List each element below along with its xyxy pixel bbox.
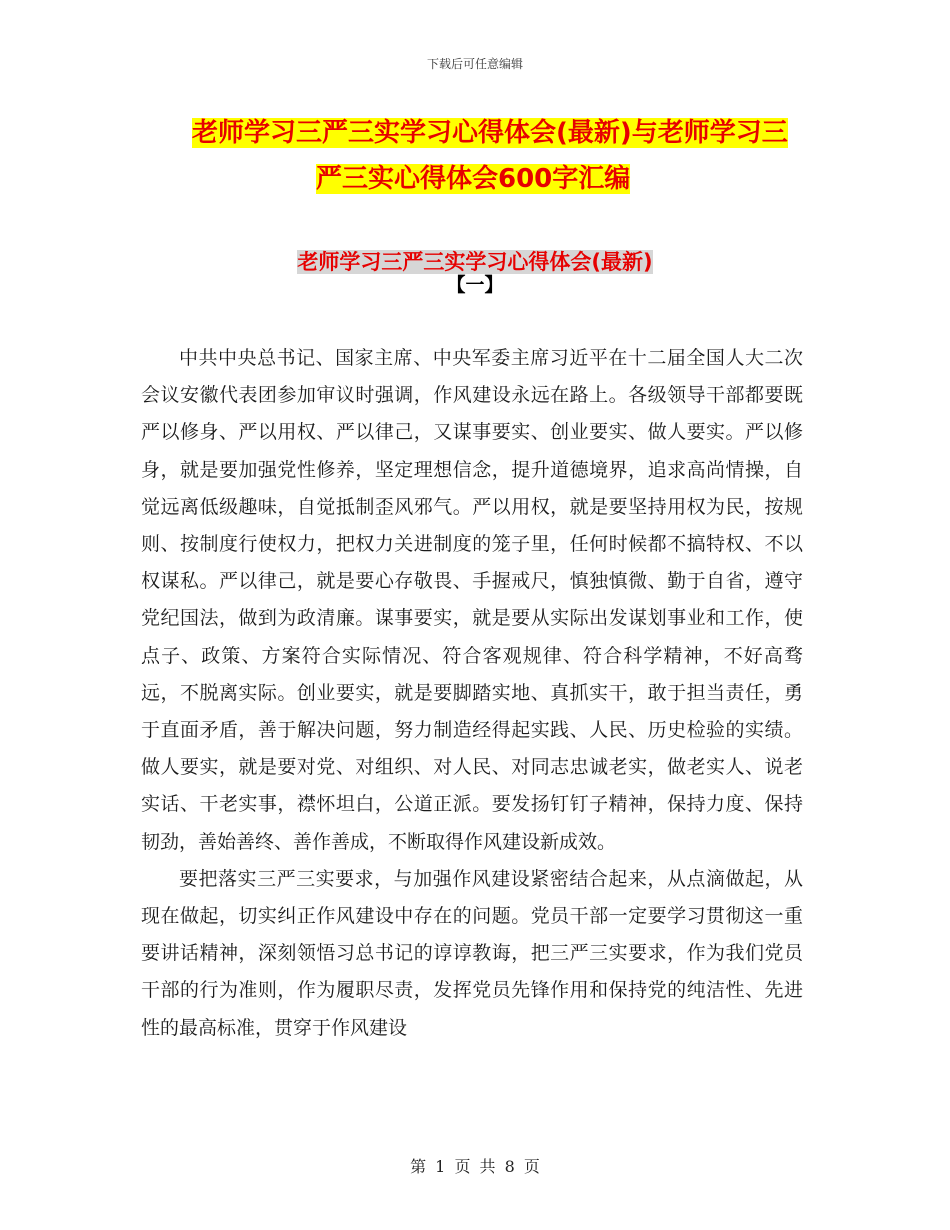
document-title-line-2 <box>140 156 830 202</box>
paragraph: 要把落实三严三实要求，与加强作风建设紧密结合起来，从点滴做起，从现在做起，切实纠正作风建设中存在的问题。党员干部一定要学习贯彻这一重要讲话精神，深刻领悟习总书记的谆谆教诲，把三严三实要求，作为我们党员干部的行为准则，作为履职尽责，发挥党员先锋作用和保持党的纯洁性、先进性的最高标准，贯穿于作风建设 <box>141 867 803 1039</box>
section-number: 【一】 <box>446 274 504 296</box>
title-line-2-text: 严三实心得体会600字汇编 <box>316 164 631 194</box>
page-header-note: 下载后可任意编辑 <box>426 57 523 71</box>
section-title-text: 老师学习三严三实学习心得体会(最新) <box>297 250 653 274</box>
body-text <box>141 340 803 1047</box>
document-title <box>140 110 830 202</box>
title-line-1-text: 老师学习三严三实学习心得体会(最新)与老师学习三 <box>192 118 788 148</box>
document-title-line-1 <box>140 110 830 156</box>
page-footer: 第 1 页 共 8 页 <box>410 1157 540 1176</box>
paragraph: 中共中央总书记、国家主席、中央军委主席习近平在十二届全国人大二次会议安徽代表团参加审议时强调，作风建设永远在路上。各级领导干部都要既严以修身、严以用权、严以律己，又谋事要实、创业要实、做人要实。严以修身，就是要加强党性修养，坚定理想信念，提升道德境界，追求高尚情操，自觉远离低级趣味，自觉抵制歪风邪气。严以用权，就是要坚持用权为民，按规则、按制度行使权力，把权力关进制度的笼子里，任何时候都不搞特权、不以权谋私。严以律己，就是要心存敬畏、手握戒尺，慎独慎微、勤于自省，遵守党纪国法，做到为政清廉。谋事要实，就是要从实际出发谋划事业和工作，使点子、政策、方案符合实际情况、符合客观规律、符合科学精神，不好高骛远，不脱离实际。创业要实，就是要脚踏实地、真抓实干，敢于担当责任，勇于直面矛盾，善于解决问题，努力制造经得起实践、人民、历史检验的实绩。做人要实，就是要对党、对组织、对人民、对同志忠诚老实，做老实人、说老实话、干老实事，襟怀坦白，公道正派。要发扬钉钉子精神，保持力度、保持韧劲，善始善终、善作善成，不断取得作风建设新成效。 <box>141 347 803 853</box>
